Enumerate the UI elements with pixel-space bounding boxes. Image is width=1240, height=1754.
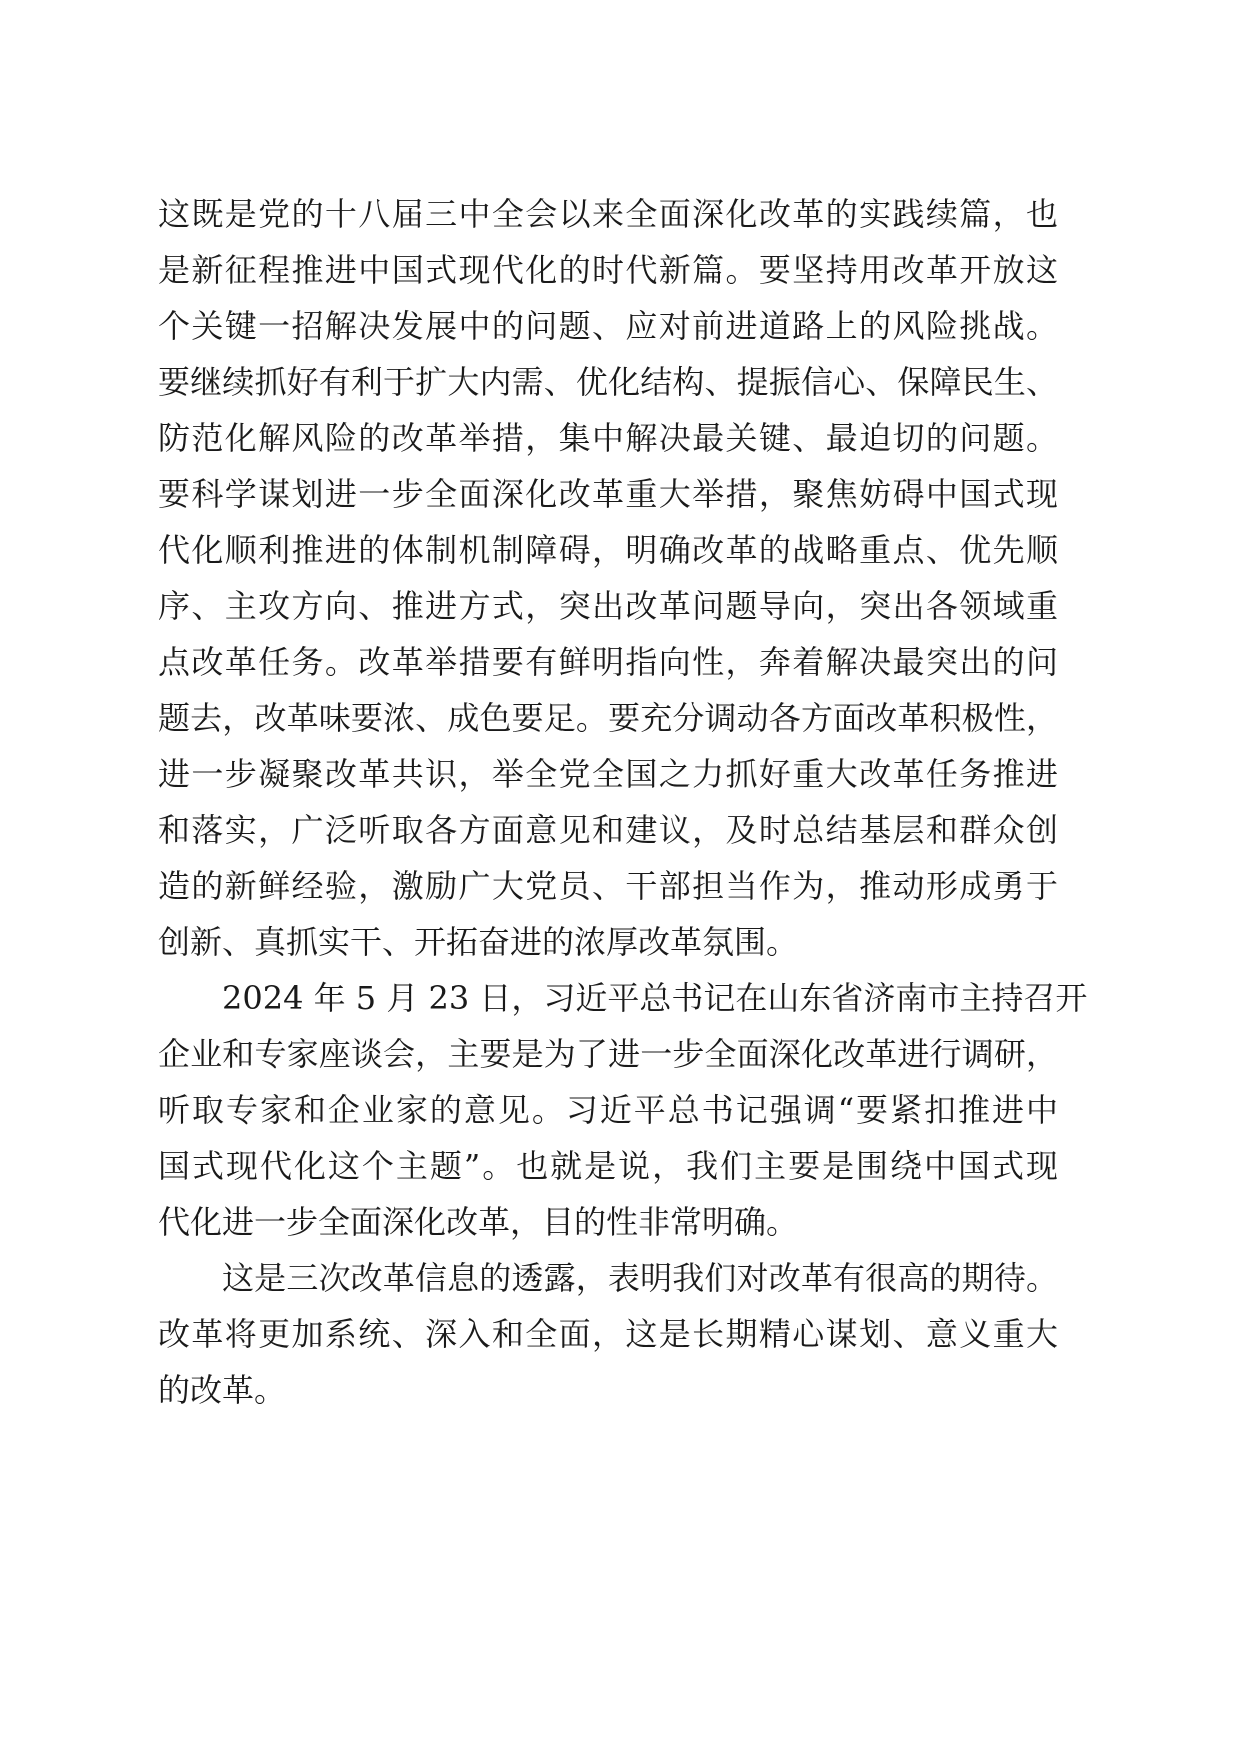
text-line: 听取专家和企业家的意见。习近平总书记强调“要紧扣推进中 [158, 1091, 1058, 1129]
text-line: 造的新鲜经验，激励广大党员、干部担当作为，推动形成勇于 [158, 867, 1058, 905]
document-body [158, 186, 1088, 1418]
text-line: 国式现代化这个主题”。也就是说，我们主要是围绕中国式现 [158, 1147, 1058, 1185]
text-line: 创新、真抓实干、开拓奋进的浓厚改革氛围。 [158, 923, 799, 961]
text-line: 防范化解风险的改革举措，集中解决最关键、最迫切的问题。 [158, 419, 1058, 457]
text-line: 要科学谋划进一步全面深化改革重大举措，聚焦妨碍中国式现 [158, 475, 1058, 513]
text-line: 2024 年 5 月 23 日，习近平总书记在山东省济南市主持召开 [222, 979, 1088, 1017]
text-line: 进一步凝聚改革共识，举全党全国之力抓好重大改革任务推进 [158, 755, 1058, 793]
paragraph-1 [158, 186, 1058, 970]
paragraph-3 [158, 1250, 1058, 1418]
text-line: 改革将更加系统、深入和全面，这是长期精心谋划、意义重大 [158, 1315, 1058, 1353]
text-line: 要继续抓好有利于扩大内需、优化结构、提振信心、保障民生、 [158, 363, 1058, 401]
text-line: 企业和专家座谈会，主要是为了进一步全面深化改革进行调研， [158, 1035, 1058, 1073]
text-line: 这是三次改革信息的透露，表明我们对改革有很高的期待。 [222, 1259, 1058, 1297]
text-line: 代化进一步全面深化改革，目的性非常明确。 [158, 1203, 799, 1241]
text-line: 个关键一招解决发展中的问题、应对前进道路上的风险挑战。 [158, 307, 1058, 345]
paragraph-2 [158, 970, 1088, 1250]
text-line: 和落实，广泛听取各方面意见和建议，及时总结基层和群众创 [158, 811, 1058, 849]
text-line: 序、主攻方向、推进方式，突出改革问题导向，突出各领域重 [158, 587, 1058, 625]
text-line: 这既是党的十八届三中全会以来全面深化改革的实践续篇，也 [158, 195, 1058, 233]
text-line: 是新征程推进中国式现代化的时代新篇。要坚持用改革开放这 [158, 251, 1058, 289]
text-line: 点改革任务。改革举措要有鲜明指向性，奔着解决最突出的问 [158, 643, 1058, 681]
text-line: 题去，改革味要浓、成色要足。要充分调动各方面改革积极性， [158, 699, 1058, 737]
text-line: 的改革。 [158, 1371, 287, 1409]
text-line: 代化顺利推进的体制机制障碍，明确改革的战略重点、优先顺 [158, 531, 1058, 569]
